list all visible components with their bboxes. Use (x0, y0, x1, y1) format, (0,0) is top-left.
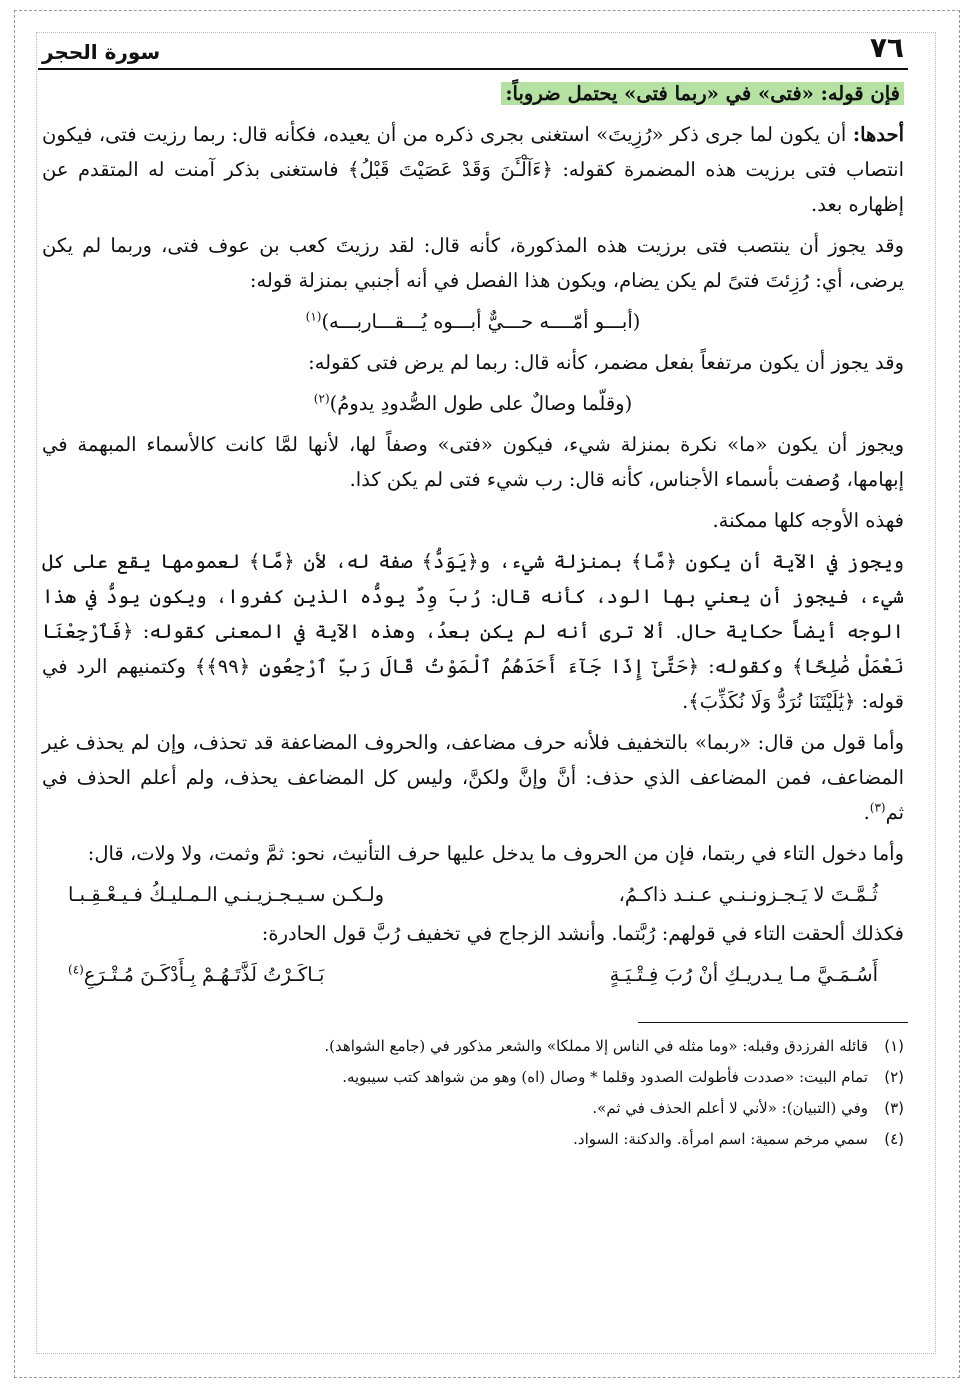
poem-line-1 (42, 877, 904, 912)
footnotes (38, 1031, 908, 1155)
footnote-ref: (٣) (869, 800, 886, 815)
paragraph-6: ويجوز في الآية أن يكون ﴿مَّا﴾ بمنزلة شيء، و﴿يَوَدُّ﴾ صفة له، لأن ﴿مَّا﴾ لعمومها يقع على كل شيء، فيجوز أن يعني بها الود، كأنه قال: رُبَ وِدٌ يودُّه الذين كفروا، ويكون يودُّ في هذا الوجه أيضاً حكاية حال. ألا ترى أنه لم يكن بعدُ، وهذه الآية في المعنى كقوله: ﴿فَٱرْجِعْنَا نَعْمَلْ صَٰلِحًا﴾ وكقوله: ﴿حَتَّىٰٓ إِذَا جَآءَ أَحَدَهُمُ ٱلْمَوْتُ قَالَ رَبِّ ٱرْجِعُونِ ﴿٩٩﴾﴾ وكتمنيهم الرد في قوله: ﴿يَٰلَيْتَنَا نُرَدُّ وَلَا نُكَذِّبَ﴾. (42, 550, 904, 713)
paragraph-1 (42, 117, 904, 222)
page-header (38, 30, 908, 70)
footnote-2 (42, 1062, 904, 1093)
paragraph-8: وأما دخول التاء في ربتما، فإن من الحروف ما يدخل عليها حرف التأنيث، نحو: ثمَّ وثمت، ولا ولات، قال: (87, 842, 904, 865)
verse-text: (أبـــو أمّــــه حـــيٌّ أبـــوه يُـــقـــاربـــه) (321, 310, 641, 333)
paragraph-2: وقد يجوز أن ينتصب فتى برزيت هذه المذكورة، كأنه قال: لقد رزيتَ كعب بن عوف فتى، وربما لم يكن يرضى، أي: رُزِئتَ فتىً لم يكن يضام، ويكون هذا الفصل في أنه أجنبي بمنزلة قوله: (42, 234, 904, 292)
footnote-number: (٣) (884, 1099, 904, 1117)
hemistich-text: بَـاكَـرْتُ لَذَّتَـهُـمْ بِـأَدْكَـنَ مُـتْـرَعِ (83, 963, 325, 986)
hemistich-second (68, 957, 324, 992)
footnote-number: (٢) (884, 1068, 904, 1086)
footnote-number: (٤) (884, 1130, 904, 1148)
footnote-ref: (٤) (68, 962, 84, 977)
paragraph-9: فكذلك ألحقت التاء في قولهم: رُبَّتما. وأنشد الزجاج في تخفيف رُبَّ قول الحادرة: (261, 922, 904, 945)
paragraph-4: ويجوز أن يكون «ما» نكرة بمنزلة شيء، فيكون «فتى» وصفاً لها، لأنها لمَّا كانت كالأسماء المبهمة في إبهامها، وُصفت بأسماء الأجناس، كأنه قال: رب شيء فتى لم يكن كذا. (42, 433, 904, 491)
footnote-ref: (١) (305, 309, 322, 324)
book-page (38, 30, 908, 1360)
footnote-text: تمام البيت: «صددت فأطولت الصدود وقلما * وصال (اه) وهو من شواهد كتب سيبويه. (342, 1068, 868, 1086)
paragraph-7 (42, 725, 904, 830)
footnote-4 (42, 1124, 904, 1155)
verse-text: (وقلّما وصالٌ على طول الصُّدودِ يدومُ) (329, 392, 633, 415)
footnote-ref: (٢) (313, 391, 330, 406)
surah-title: سورة الحجر (42, 40, 161, 64)
paragraph-end: . (863, 801, 870, 824)
hemistich-first: ثُـمَّـتَ لا يَـجـزونـنـي عـنـد ذاكـمُ، (618, 883, 878, 906)
hemistich-second: ولـكـن سـيـجـزيـنـي الـمـليـكُ فـيـعْـقِـبـا (68, 883, 385, 906)
poem-line-2 (42, 957, 904, 992)
paragraph-lead: أحدها: (852, 123, 905, 146)
paragraph-3: وقد يجوز أن يكون مرتفعاً بفعل مضمر، كأنه قال: ربما لم يرض فتى كقوله: (308, 351, 904, 374)
main-text (38, 70, 908, 992)
verse-2 (42, 386, 904, 421)
paragraph-5: فهذه الأوجه كلها ممكنة. (712, 509, 904, 532)
hemistich-first: أَسُـمَـيَّ مـا يـدريـكِ أنْ رُبَ فِـتْـيَـةٍ (609, 963, 878, 986)
heading-line (42, 76, 904, 111)
highlighted-heading: فإن قوله: «فتى» في «ربما فتى» يحتمل ضروباً: (501, 82, 904, 105)
verse-1 (42, 304, 904, 339)
footnote-text: سمي مرخم سمية: اسم امرأة. والدكنة: السواد. (573, 1130, 868, 1148)
footnote-text: قائله الفرزدق وقبله: «وما مثله في الناس إلا مملكا» والشعر مذكور في (جامع الشواهد). (324, 1037, 868, 1055)
paragraph-text: أن يكون لما جرى ذكر «رُزِيتَ» استغنى بجرى ذكره من أن يعيده، فكأنه قال: ربما رزيت فتى، فيكون انتصاب فتى برزيت هذه المضمرة كقوله: ﴿ءَآلْـَٔنَ وَقَدْ عَصَيْتَ قَبْلُ﴾ فاستغنى بذكر آمنت له المتقدم عن إظهاره بعد. (42, 123, 904, 216)
paragraph-text: وأما قول من قال: «ربما» بالتخفيف فلأنه حرف مضاعف، والحروف المضاعفة قد تحذف، وإن لم يحذف غير المضاعف، فمن المضاعف الذي حذف: أنَّ وإنَّ ولكنَّ، وليس كل المضاعف يحذف، ولم أعلم الحذف في ثم (42, 731, 904, 824)
footnote-separator (638, 1022, 908, 1023)
footnote-text: وفي (التبيان): «لأني لا أعلم الحذف في ثم». (592, 1099, 868, 1117)
footnote-3 (42, 1093, 904, 1124)
page-number: ٧٦ (869, 31, 904, 64)
footnote-number: (١) (884, 1037, 904, 1055)
footnote-1 (42, 1031, 904, 1062)
